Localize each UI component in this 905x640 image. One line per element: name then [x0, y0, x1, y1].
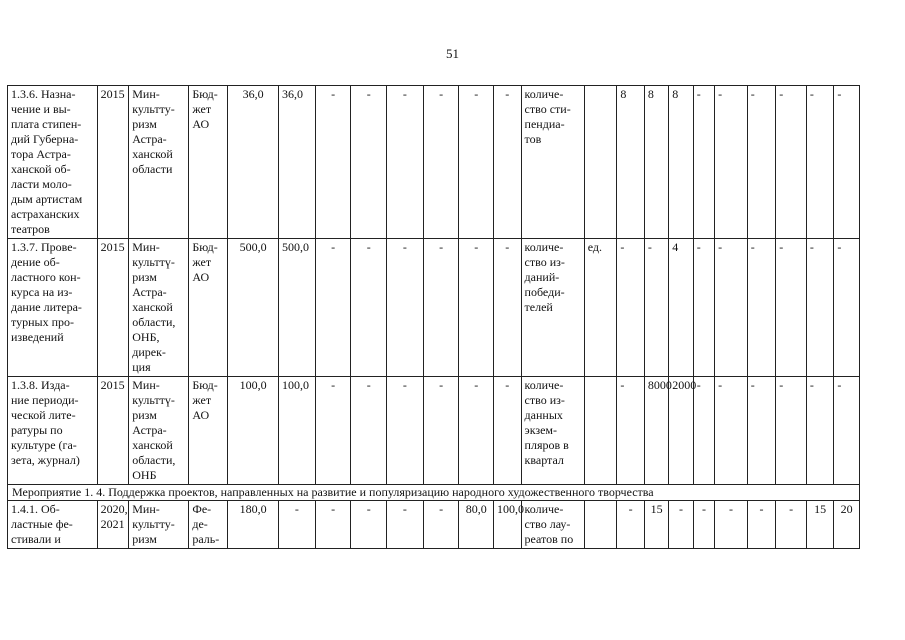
indicator-unit: [584, 501, 617, 549]
activity-executor: Мин- культту- ризм Астра- ханской области: [129, 86, 189, 239]
funding-source: Бюд- жет АО: [189, 239, 228, 377]
indicator-value-9: -: [834, 239, 860, 377]
funding-source: Бюд- жет АО: [189, 377, 228, 485]
indicator-value-5: -: [715, 377, 748, 485]
funding-year-4: -: [387, 239, 424, 377]
section-title: Мероприятие 1. 4. Поддержка проектов, направленных на развитие и популяризацию народного художественного творчества: [8, 485, 860, 501]
funding-year-7: -: [494, 86, 522, 239]
funding-year-1: 100,0: [279, 377, 316, 485]
indicator-unit: [584, 377, 617, 485]
indicator-value-8: 15: [806, 501, 834, 549]
indicator-value-3: 4: [669, 239, 693, 377]
indicator-name: количе- ство лау- реатов по: [521, 501, 584, 549]
indicator-value-9: 20: [834, 501, 860, 549]
indicator-name: количе- ство из- даний- победи- телей: [521, 239, 584, 377]
funding-year-5: -: [423, 239, 459, 377]
indicator-name: количе- ство из- данных экзем- пляров в квартал: [521, 377, 584, 485]
activity-name: 1.3.6. Назна- чение и вы- плата стипен- дий Губерна- тора Астра- ханской об- ласти моло- дым артистам астраханских театров: [8, 86, 98, 239]
indicator-value-1: -: [617, 501, 645, 549]
funding-year-2: -: [315, 377, 351, 485]
indicator-unit: [584, 86, 617, 239]
indicator-value-6: -: [747, 86, 776, 239]
funding-year-7: -: [494, 239, 522, 377]
indicator-value-7: -: [776, 239, 807, 377]
indicator-value-1: 8: [617, 86, 645, 239]
table-row: [8, 501, 860, 549]
funding-total: 180,0: [228, 501, 279, 549]
funding-year-4: -: [387, 86, 424, 239]
indicator-value-8: -: [806, 86, 834, 239]
indicator-value-5: -: [715, 239, 748, 377]
funding-year-1: -: [279, 501, 316, 549]
activity-name: 1.3.7. Прове- дение об- ластного кон- курса на из- дание литера- турных про- изведений: [8, 239, 98, 377]
funding-year-3: -: [351, 239, 387, 377]
funding-year-5: -: [423, 86, 459, 239]
funding-total: 100,0: [228, 377, 279, 485]
indicator-unit: ед.: [584, 239, 617, 377]
table-row: [8, 239, 860, 377]
activity-year: 2020, 2021: [97, 501, 129, 549]
funding-year-2: -: [315, 501, 351, 549]
indicator-value-3: 2000: [669, 377, 693, 485]
indicator-value-2: 8000: [644, 377, 668, 485]
activity-year: 2015: [97, 86, 129, 239]
indicator-value-1: -: [617, 377, 645, 485]
indicator-value-2: 15: [644, 501, 668, 549]
activity-name: 1.3.8. Изда- ние периоди- ческой лите- ратуры по культуре (га- зета, журнал): [8, 377, 98, 485]
funding-year-2: -: [315, 239, 351, 377]
indicator-value-8: -: [806, 239, 834, 377]
indicator-value-7: -: [776, 501, 807, 549]
funding-total: 36,0: [228, 86, 279, 239]
activity-executor: Мин- культту- ризм: [129, 501, 189, 549]
funding-year-7: -: [494, 377, 522, 485]
table-row: [8, 86, 860, 239]
funding-year-6: -: [459, 239, 494, 377]
activity-year: 2015: [97, 239, 129, 377]
indicator-value-4: -: [693, 377, 714, 485]
indicator-value-2: 8: [644, 86, 668, 239]
indicator-value-7: -: [776, 86, 807, 239]
funding-year-4: -: [387, 501, 424, 549]
funding-source: Фе- де- раль-: [189, 501, 228, 549]
funding-year-4: -: [387, 377, 424, 485]
activity-year: 2015: [97, 377, 129, 485]
indicator-value-7: -: [776, 377, 807, 485]
funding-year-3: -: [351, 501, 387, 549]
activity-executor: Мин- культтү- ризм Астра- ханской области, ОНБ: [129, 377, 189, 485]
page-number: 51: [446, 46, 459, 61]
funding-year-2: -: [315, 86, 351, 239]
indicator-value-5: -: [715, 501, 748, 549]
funding-year-6: 80,0: [459, 501, 494, 549]
funding-year-3: -: [351, 377, 387, 485]
activity-executor: Мин- культтү- ризм Астра- ханской области, ОНБ, дирек- ция: [129, 239, 189, 377]
funding-total: 500,0: [228, 239, 279, 377]
section-row: [8, 485, 860, 501]
table-row: [8, 377, 860, 485]
funding-year-6: -: [459, 86, 494, 239]
indicator-value-2: -: [644, 239, 668, 377]
indicator-value-9: -: [834, 377, 860, 485]
indicator-value-6: -: [747, 501, 776, 549]
funding-year-1: 36,0: [279, 86, 316, 239]
funding-year-7: 100,0: [494, 501, 522, 549]
indicator-value-4: -: [693, 501, 714, 549]
indicator-value-6: -: [747, 239, 776, 377]
indicator-value-3: 8: [669, 86, 693, 239]
funding-year-3: -: [351, 86, 387, 239]
indicator-value-4: -: [693, 86, 714, 239]
funding-year-5: -: [423, 501, 459, 549]
indicator-value-4: -: [693, 239, 714, 377]
indicator-value-1: -: [617, 239, 645, 377]
indicator-name: количе- ство сти- пендиа- тов: [521, 86, 584, 239]
indicator-value-9: -: [834, 86, 860, 239]
activity-name: 1.4.1. Об- ластные фе- стивали и: [8, 501, 98, 549]
indicator-value-8: -: [806, 377, 834, 485]
funding-year-5: -: [423, 377, 459, 485]
indicator-value-6: -: [747, 377, 776, 485]
funding-year-1: 500,0: [279, 239, 316, 377]
funding-year-6: -: [459, 377, 494, 485]
indicator-value-3: -: [669, 501, 693, 549]
program-table: [7, 85, 860, 549]
indicator-value-5: -: [715, 86, 748, 239]
funding-source: Бюд- жет АО: [189, 86, 228, 239]
